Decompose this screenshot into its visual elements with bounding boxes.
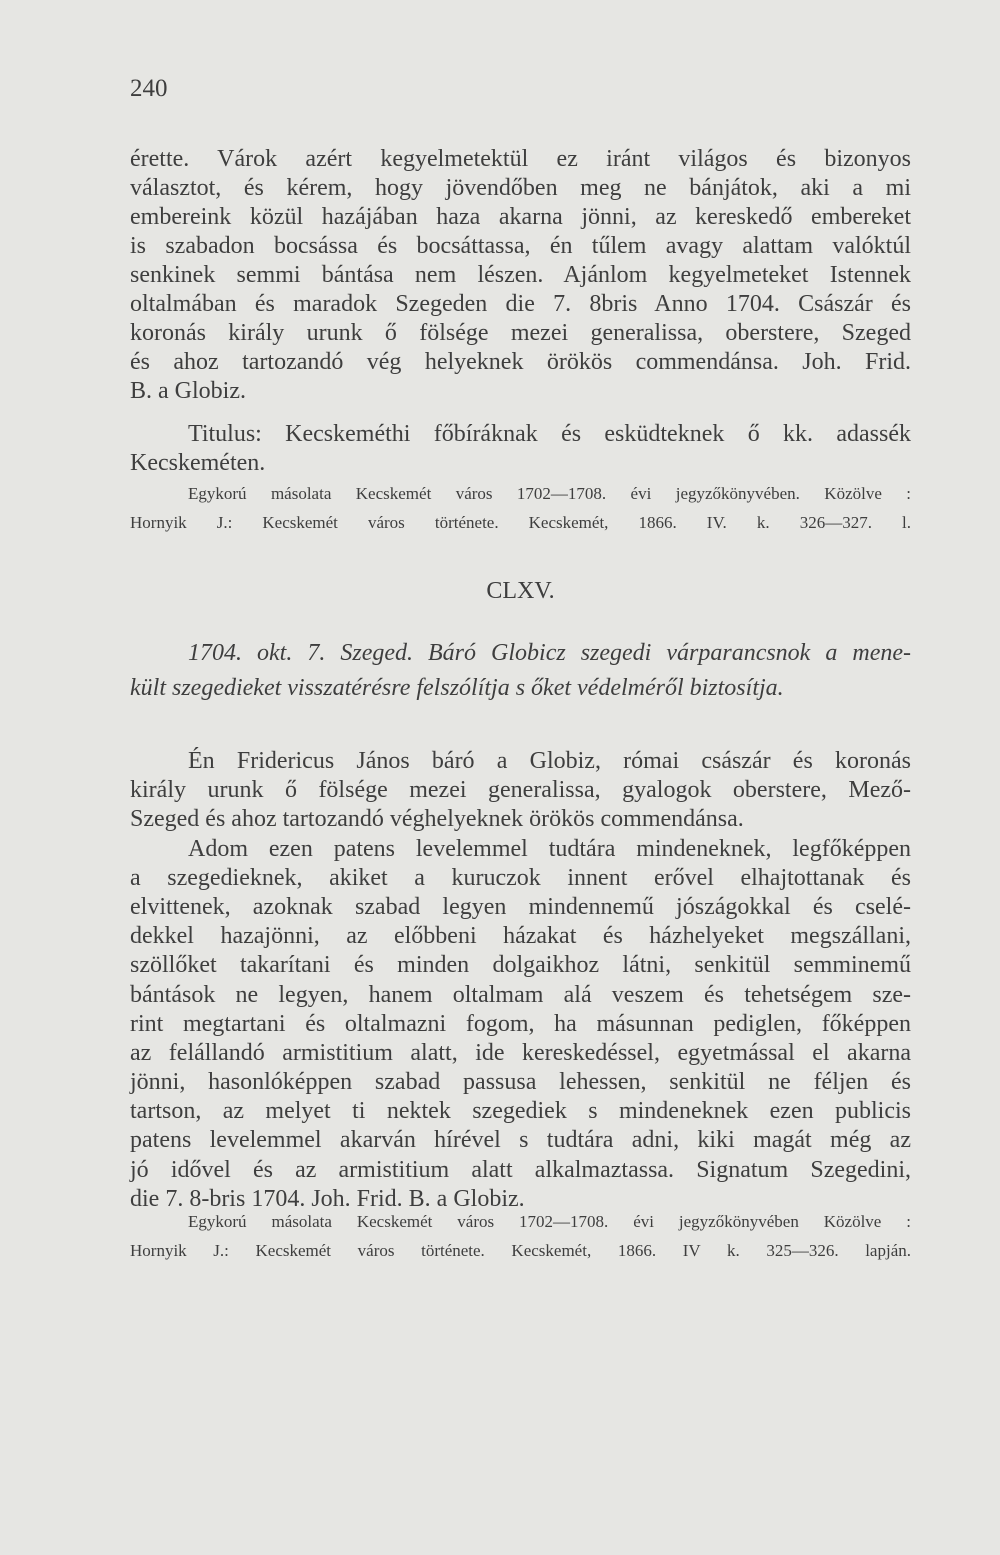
text-line: jönni, hasonlóképpen szabad passusa lehessen, senkitül ne féljen és [130, 1069, 911, 1096]
letter-address-paragraph [130, 420, 911, 478]
text-line: Hornyik J.: Kecskemét város története. Kecskemét, 1866. IV. k. 326—327. l. [130, 513, 911, 532]
document-source-note [130, 1207, 911, 1265]
text-line: koronás király urunk ő fölsége mezei generalissa, oberstere, Szeged [130, 320, 911, 346]
text-line: Hornyik J.: Kecskemét város története. Kecskemét, 1866. IV k. 325—326. lapján. [130, 1241, 911, 1260]
text-line: Egykorú másolata Kecskemét város 1702—1708. évi jegyzőkönyvében Közölve : [188, 1212, 911, 1231]
text-line: király urunk ő fölsége mezei generalissa, gyalogok oberstere, Mező- [130, 777, 911, 804]
text-line: tartson, az melyet ti nektek szegediek s mindeneknek ezen publicis [130, 1098, 911, 1125]
text-line: Szeged és ahoz tartozandó véghelyeknek örökös commendánsa. [130, 806, 744, 833]
text-line: B. a Globiz. [130, 378, 246, 404]
text-line: elvittenek, azoknak szabad legyen mindennemű jószágokkal és cselé- [130, 893, 911, 920]
text-line: senkinek semmi bántása nem lészen. Ajánlom kegyelmeteket Istennek [130, 262, 911, 288]
text-line: szöllőket takarítani és minden dolgaikhoz látni, senkitül semminemű [130, 952, 911, 979]
text-line: die 7. 8-bris 1704. Joh. Frid. B. a Globiz. [130, 1185, 525, 1212]
text-line: patens levelemmel akarván hírével s tudtára adni, kiki magát még az [130, 1127, 911, 1154]
text-line: érette. Várok azért kegyelmetektül ez iránt világos és bizonyos [130, 146, 911, 172]
text-line: rint megtartani és oltalmazni fogom, ha másunnan pediglen, főképpen [130, 1010, 911, 1037]
text-line: és ahoz tartozandó vég helyeknek örökös commendánsa. Joh. Frid. [130, 349, 911, 375]
text-line: Én Fridericus János báró a Globiz, római császár és koronás [188, 748, 911, 774]
text-line: Kecskeméten. [130, 450, 266, 476]
document-paragraph-intro [130, 747, 911, 835]
text-line: kült szegedieket visszatérésre felszólítja s őket védelméről biztosítja. [130, 675, 784, 701]
document-heading [130, 636, 911, 706]
text-line: embereink közül hazájában haza akarna jönni, az kereskedő embereket [130, 204, 911, 230]
text-line: Titulus: Kecskeméthi főbíráknak és esküdteknek ő kk. adassék [188, 421, 911, 447]
document-body [130, 747, 911, 1214]
letter-closing-paragraph [130, 145, 911, 406]
text-line: dekkel hazajönni, az előbbeni házakat és házhelyeket megszállani, [130, 923, 911, 950]
document-number: CLXV. [486, 578, 555, 604]
text-line: Adom ezen patens levelemmel tudtára mindeneknek, legfőképpen [188, 835, 911, 862]
text-line: Egykorú másolata Kecskemét város 1702—1708. évi jegyzőkönyvében. Közölve : [188, 484, 911, 503]
text-line: jó idővel és az armistitium alatt alkalmaztassa. Signatum Szegedini, [130, 1156, 911, 1183]
document-paragraph-main [130, 835, 911, 1214]
text-line: 1704. okt. 7. Szeged. Báró Globicz szegedi várparancsnok a mene- [188, 640, 911, 666]
letter-source-note [130, 479, 911, 537]
text-line: oltalmában és maradok Szegeden die 7. 8bris Anno 1704. Császár és [130, 291, 911, 317]
page-number: 240 [130, 75, 168, 102]
text-line: az felállandó armistitium alatt, ide kereskedéssel, egyetmással el akarna [130, 1039, 911, 1066]
text-line: választot, és kérem, hogy jövendőben meg ne bánjátok, aki a mi [130, 175, 911, 201]
text-line: is szabadon bocsássa és bocsáttassa, én tűlem avagy alattam valóktúl [130, 233, 911, 259]
text-line: bántások ne legyen, hanem oltalmam alá veszem és tehetségem sze- [130, 981, 911, 1008]
text-line: a szegedieknek, akiket a kuruczok innent erővel elhajtottanak és [130, 864, 911, 891]
